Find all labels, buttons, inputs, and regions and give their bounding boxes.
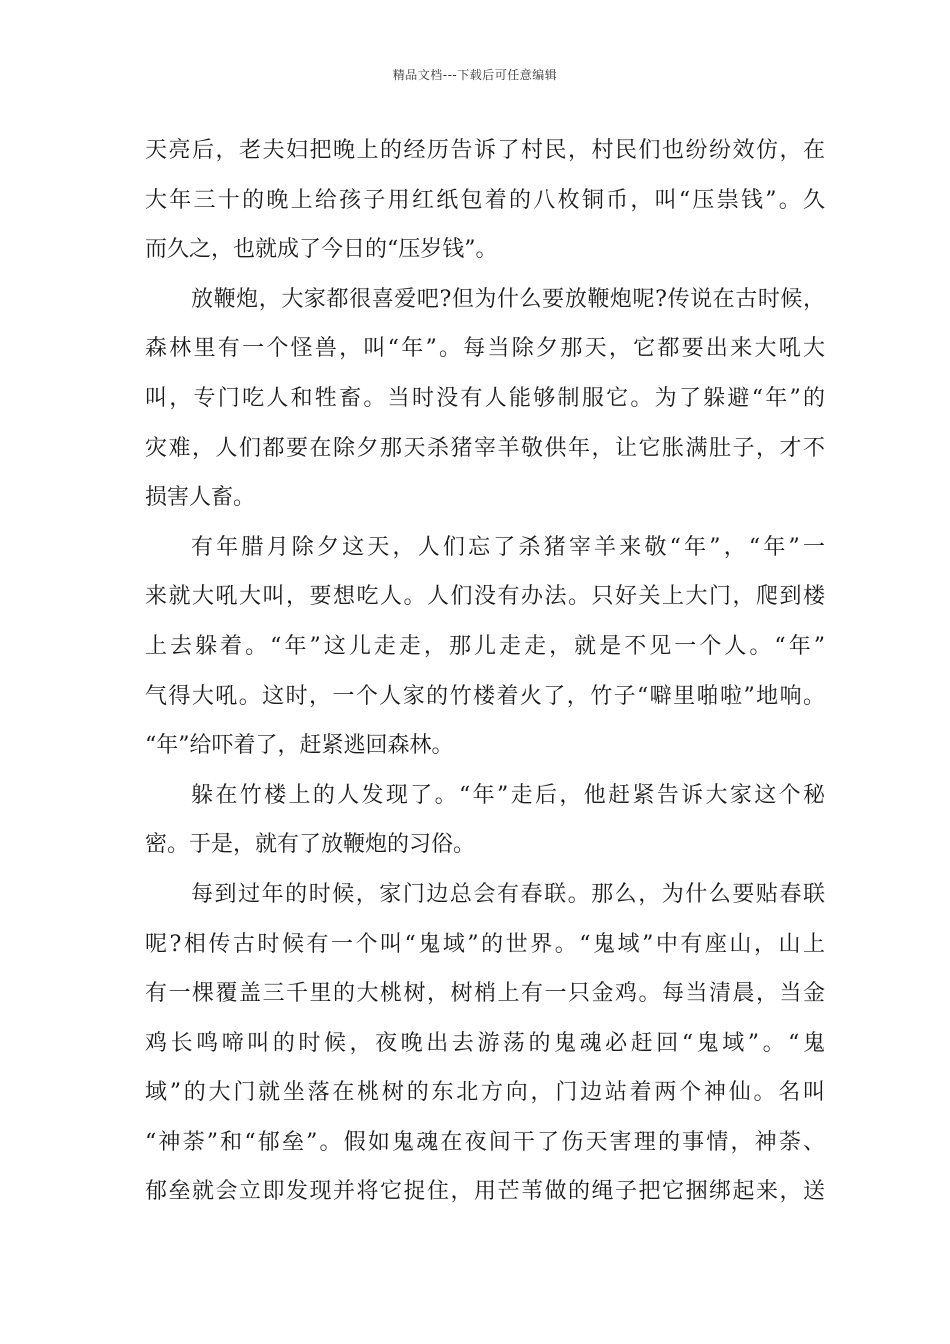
text-line: 放鞭炮，大家都很喜爱吧?但为什么要放鞭炮呢?传说在古时候，: [191, 286, 825, 312]
text-line: 叫，专门吃人和牲畜。当时没有人能够制服它。为了躲避“年”的: [145, 385, 825, 411]
document-body: [145, 126, 825, 1217]
text-line: 密。于是，就有了放鞭炮的习俗。: [145, 832, 476, 858]
text-line: 而久之，也就成了今日的“压岁钱”。: [145, 237, 498, 263]
text-line: “年”给吓着了，赶紧逃回森林。: [145, 733, 454, 759]
text-line: 域”的大门就坐落在桃树的东北方向，门边站着两个神仙。名叫: [145, 1080, 825, 1106]
text-line: 气得大吼。这时，一个人家的竹楼着火了，竹子“噼里啪啦”地响。: [145, 683, 825, 709]
text-line: 大年三十的晚上给孩子用红纸包着的八枚铜币，叫“压祟钱”。久: [145, 187, 825, 213]
text-line: 损害人畜。: [145, 485, 256, 511]
text-line: 郁垒就会立即发现并将它捉住，用芒苇做的绳子把它捆绑起来，送: [145, 1179, 825, 1205]
text-line: 来就大吼大叫，要想吃人。人们没有办法。只好关上大门，爬到楼: [145, 584, 825, 610]
text-line: 鸡长鸣啼叫的时候，夜晚出去游荡的鬼魂必赶回“鬼域”。“鬼: [145, 1030, 825, 1056]
text-line: 森林里有一个怪兽，叫“年”。每当除夕那天，它都要出来大吼大: [145, 336, 825, 362]
text-line: 灾难，人们都要在除夕那天杀猪宰羊敬供年，让它胀满肚子，才不: [145, 435, 825, 461]
text-line: 天亮后，老夫妇把晚上的经历告诉了村民，村民们也纷纷效仿，在: [145, 138, 825, 163]
text-line: 有年腊月除夕这天，人们忘了杀猪宰羊来敬“年”，“年”一: [191, 534, 825, 560]
text-line: 每到过年的时候，家门边总会有春联。那么，为什么要贴春联: [191, 881, 825, 907]
text-line: 躲在竹楼上的人发现了。“年”走后，他赶紧告诉大家这个秘: [191, 782, 825, 808]
text-line: 呢?相传古时候有一个叫“鬼域”的世界。“鬼域”中有座山，山上: [145, 931, 825, 957]
text-line: “神荼”和“郁垒”。假如鬼魂在夜间干了伤天害理的事情，神荼、: [145, 1129, 825, 1155]
page-header: 精品文档---下载后可任意编辑: [392, 68, 558, 82]
text-line: 有一棵覆盖三千里的大桃树，树梢上有一只金鸡。每当清晨，当金: [145, 981, 825, 1007]
text-line: 上去躲着。“年”这儿走走，那儿走走，就是不见一个人。“年”: [145, 633, 825, 659]
